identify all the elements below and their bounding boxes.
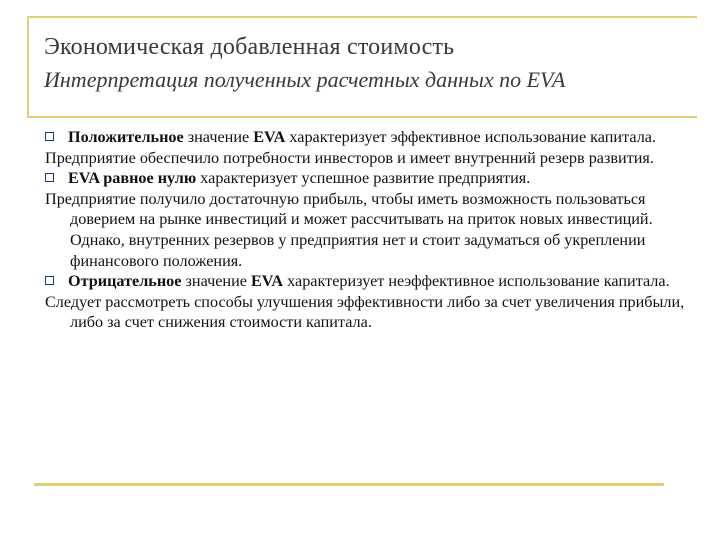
frame-vertical-line xyxy=(27,16,29,118)
slide-body xyxy=(45,127,695,333)
slide-subtitle: Интерпретация полученных расчетных данных по EVA xyxy=(44,67,566,92)
slide-title: Экономическая добавленная стоимость xyxy=(44,34,455,60)
footer-line xyxy=(34,483,664,486)
bullet-negative-eva xyxy=(45,271,695,292)
bullet-bold-term: EVA равное нулю xyxy=(68,169,197,188)
paragraph-negative-explanation: Следует рассмотреть способы улучшения эффективности либо за счет увеличения прибыли, либо за счет снижения стоимости капитала. xyxy=(45,292,685,332)
frame-top-line xyxy=(27,16,697,18)
frame-title-underline xyxy=(27,116,697,118)
square-bullet-icon xyxy=(45,132,54,141)
bullet-text: значение xyxy=(181,272,251,291)
bullet-text: характеризует успешное развитие предприятия. xyxy=(196,169,531,188)
bullet-zero-eva xyxy=(45,168,695,189)
bullet-text: характеризует неэффективное использование капитала. xyxy=(283,272,670,291)
square-bullet-icon xyxy=(45,173,54,182)
paragraph-positive-explanation: Предприятие обеспечило потребности инвесторов и имеет внутренний резерв развития. xyxy=(45,148,654,167)
bullet-text: характеризует эффективное использование капитала. xyxy=(285,128,657,146)
bullet-bold-term: EVA xyxy=(251,272,284,291)
bullet-bold-term: Положительное xyxy=(68,128,184,146)
bullet-text: значение xyxy=(183,128,254,146)
paragraph-zero-explanation: Предприятие получило достаточную прибыль, чтобы иметь возможность пользоваться доверием на рынке инвестиций и может рассчитывать на приток новых инвестиций. Однако, внутренних резервов у предприятия нет и стоит задуматься об укреплении финансового положения. xyxy=(45,189,653,270)
bullet-bold-term: Отрицательное xyxy=(68,272,182,291)
square-bullet-icon xyxy=(45,276,54,285)
bullet-bold-term: EVA xyxy=(253,128,286,146)
bullet-positive-eva xyxy=(45,127,695,148)
